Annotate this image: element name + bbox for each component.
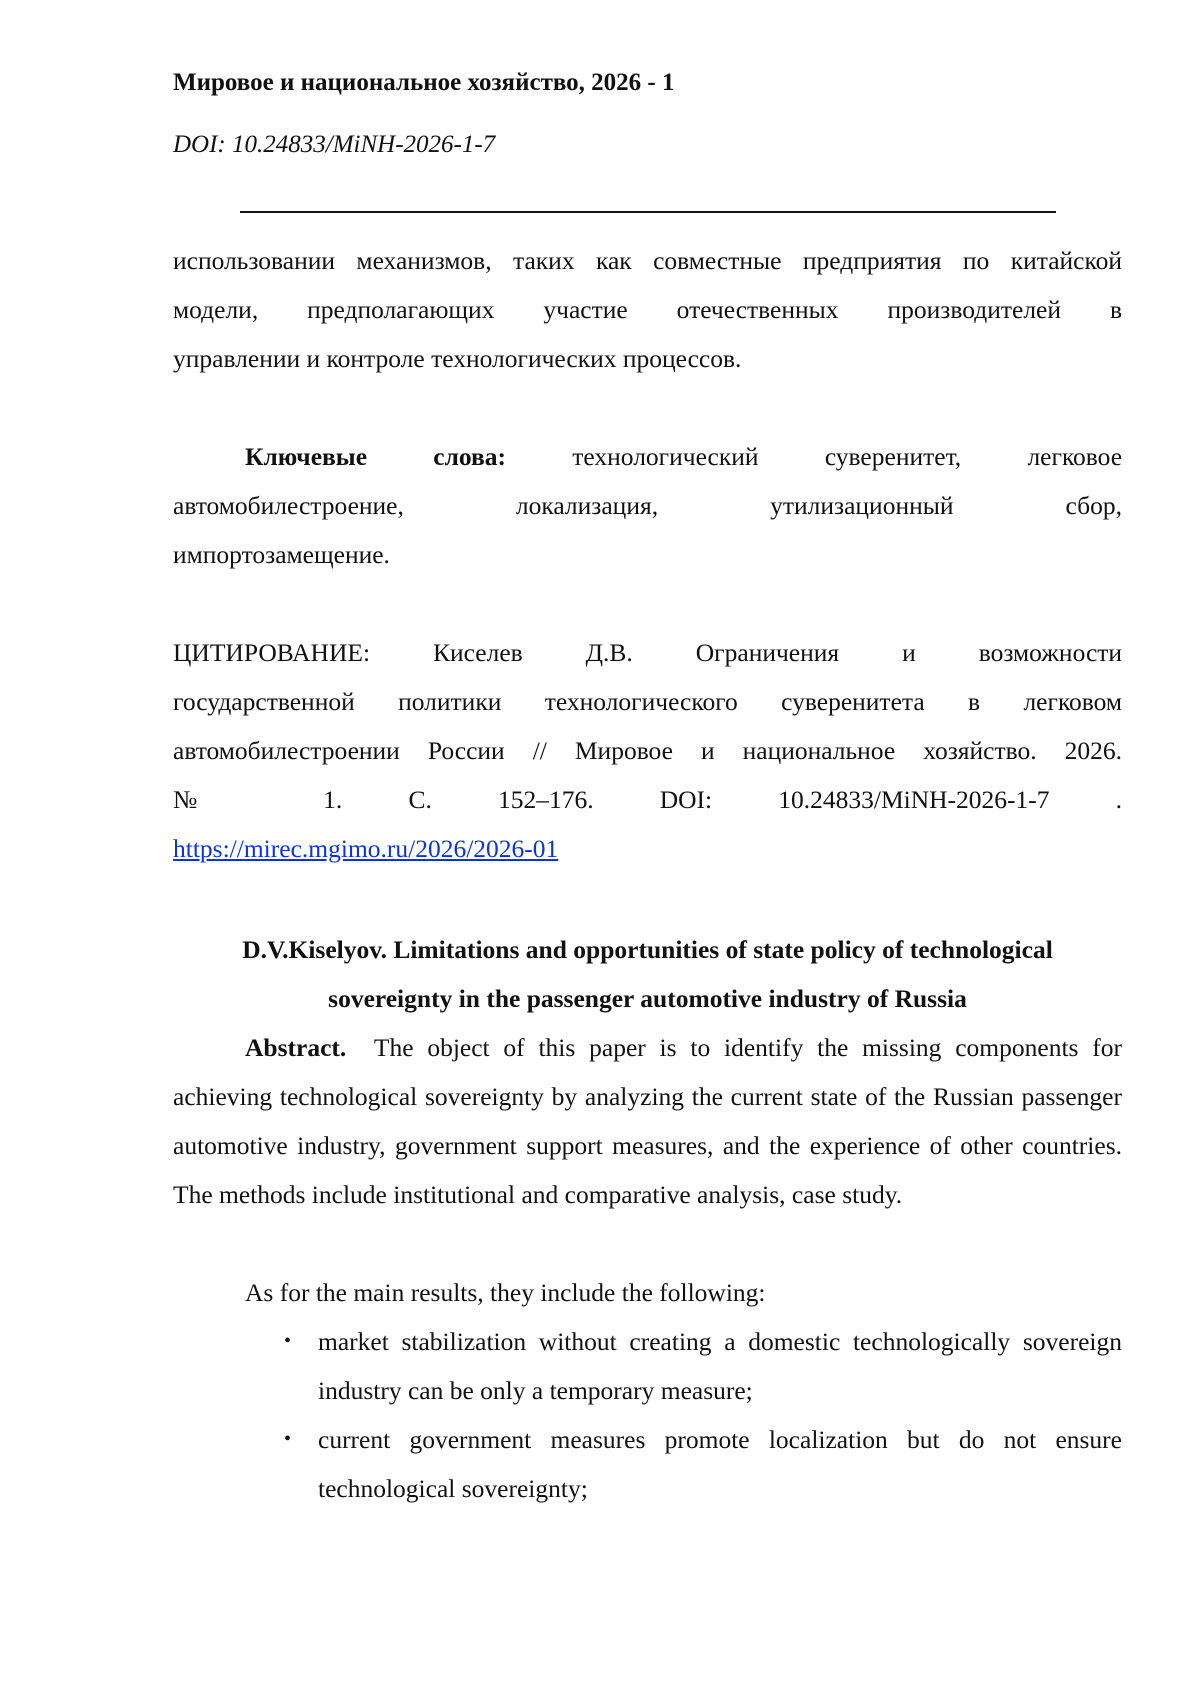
- word: государственной: [173, 687, 355, 716]
- results-intro: As for the main results, they include the following:: [245, 1278, 766, 1307]
- citation-line-4: [173, 775, 1122, 824]
- header-divider: [240, 211, 1056, 213]
- journal-title: Мировое и национальное хозяйство, 2026 - 1: [173, 69, 675, 96]
- citation-paragraph: [173, 628, 1122, 873]
- word: производителей: [887, 295, 1062, 324]
- abstract-paragraph: [173, 1023, 1122, 1219]
- list-item: [284, 1317, 1122, 1415]
- citation-line-2: [173, 677, 1122, 726]
- word: Д.В.: [585, 638, 633, 667]
- word: в: [968, 687, 981, 716]
- word: С.: [408, 785, 432, 814]
- keywords-line-2: [173, 481, 1122, 530]
- word: политики: [398, 687, 502, 716]
- citation-url-link[interactable]: https://mirec.mgimo.ru/2026/2026-01: [173, 834, 559, 863]
- keyword: технологический: [572, 442, 759, 471]
- header-doi: DOI: 10.24833/MiNH-2026-1-7: [173, 131, 496, 158]
- bullet-icon: •: [284, 1428, 292, 1450]
- word: в: [1109, 295, 1122, 324]
- word: суверенитета: [781, 687, 925, 716]
- english-title-line-1: D.V.Kiselyov. Limitations and opportunities of state policy of technological: [242, 935, 1053, 964]
- keywords-line-1: [173, 432, 1122, 481]
- citation-label: ЦИТИРОВАНИЕ:: [173, 638, 371, 667]
- word: Киселев: [433, 638, 523, 667]
- english-title: [173, 925, 1122, 1023]
- word: № 1.: [173, 785, 343, 814]
- citation-doi: 10.24833/MiNH-2026-1-7: [778, 785, 1050, 814]
- abstract-label: Abstract.: [245, 1033, 347, 1062]
- keywords-line-3: импортозамещение.: [173, 540, 390, 569]
- list-item-text: market stabilization without creating a domestic technologically sovereign industry can be only a temporary measure;: [318, 1327, 1122, 1405]
- word: и: [700, 736, 715, 765]
- english-title-line-2: sovereignty in the passenger automotive industry of Russia: [328, 984, 967, 1013]
- word: отечественных: [676, 295, 839, 324]
- citation-line-1: [173, 628, 1122, 677]
- list-item-text: current government measures promote localization but do not ensure technological sovereignty;: [318, 1425, 1122, 1503]
- word: хозяйство.: [923, 736, 1037, 765]
- keyword: локализация,: [515, 491, 659, 520]
- word: 152–176.: [497, 785, 594, 814]
- results-list: [284, 1317, 1122, 1513]
- continuation-line-3: управлении и контроле технологических процессов.: [173, 344, 742, 373]
- word: технологического: [544, 687, 738, 716]
- citation-line-3: [173, 726, 1122, 775]
- word: автомобилестроении: [173, 736, 400, 765]
- keywords-label: Ключевые слова:: [245, 442, 507, 471]
- keyword: легковое: [1027, 442, 1123, 471]
- list-item: [284, 1415, 1122, 1513]
- keyword: суверенитет,: [824, 442, 962, 471]
- keyword: утилизационный: [770, 491, 954, 520]
- continuation-line-1: использовании механизмов, таких как совместные предприятия по китайской: [173, 246, 1122, 275]
- word: Ограничения: [695, 638, 840, 667]
- word: национальное: [742, 736, 896, 765]
- abstract-text: The object of this paper is to identify the missing components for achieving technological sovereignty by analyzing the current state of the Russian passenger automotive industry, government support measures, and the experience of other countries. The methods include institutional and comparative analysis, case study.: [173, 1033, 1122, 1209]
- word: возможности: [978, 638, 1123, 667]
- keyword: автомобилестроение,: [173, 491, 404, 520]
- word: 2026.: [1064, 736, 1122, 765]
- continuation-line-2: [173, 285, 1122, 334]
- word: .: [1115, 785, 1123, 814]
- continuation-paragraph: [173, 236, 1122, 383]
- keyword: сбор,: [1065, 491, 1123, 520]
- keywords-paragraph: [173, 432, 1122, 579]
- word: легковом: [1023, 687, 1123, 716]
- word: //: [532, 736, 547, 765]
- word: участие: [543, 295, 628, 324]
- word: России: [427, 736, 505, 765]
- word: и: [902, 638, 916, 667]
- word: DOI:: [659, 785, 713, 814]
- word: Мировое: [574, 736, 673, 765]
- word: предполагающих: [307, 295, 495, 324]
- bullet-icon: •: [284, 1330, 292, 1352]
- word: модели,: [173, 295, 259, 324]
